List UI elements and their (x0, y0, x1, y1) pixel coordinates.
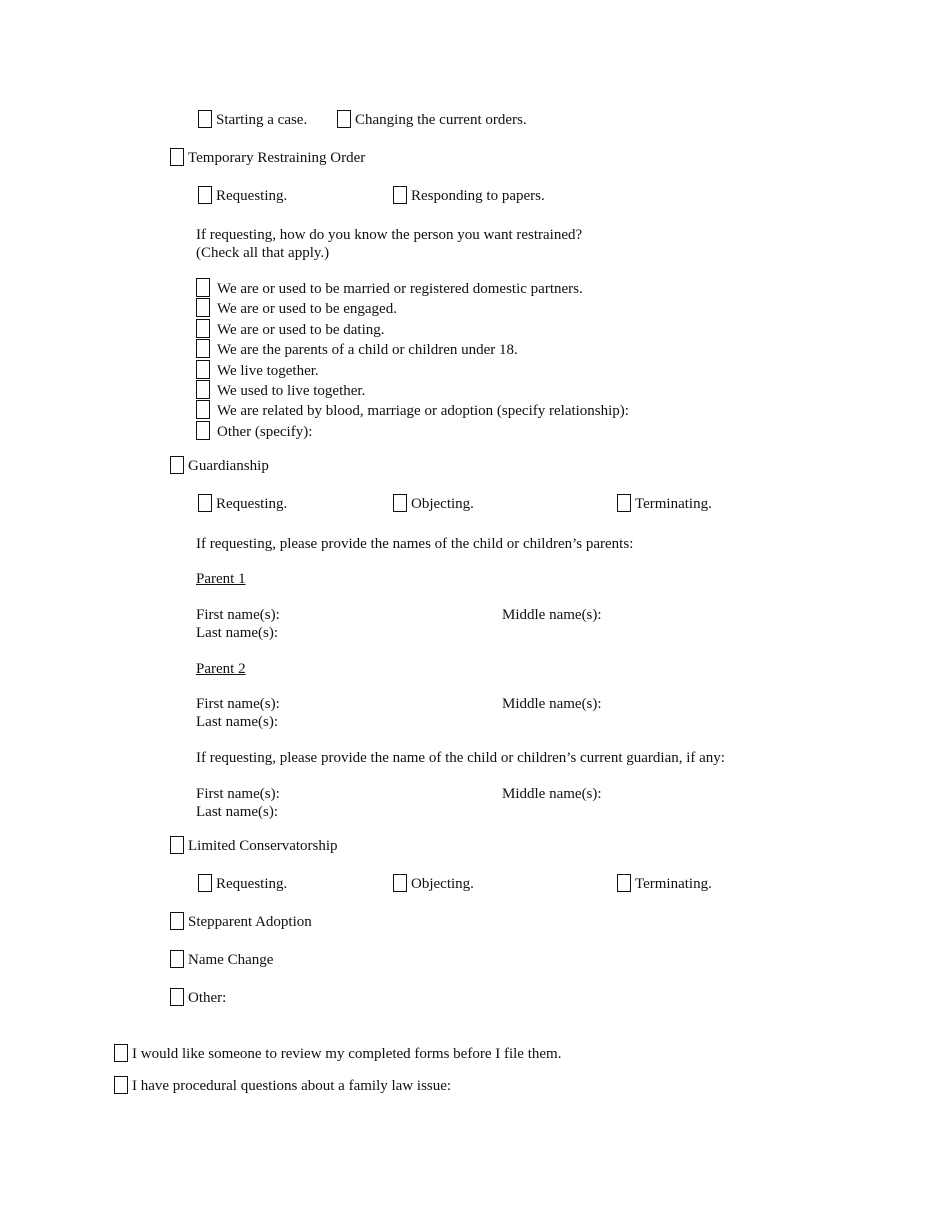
relationship-checkbox[interactable] (196, 298, 210, 317)
parent1-middle-name-label: Middle name(s): (502, 607, 602, 623)
limited-conservatorship-option[interactable] (170, 836, 338, 855)
review-forms-checkbox[interactable] (114, 1044, 128, 1062)
relationship-item[interactable] (196, 298, 629, 318)
parent1-heading: Parent 1 (196, 571, 246, 587)
stepparent-adoption-label: Stepparent Adoption (188, 914, 312, 930)
guardianship-terminating-checkbox[interactable] (617, 494, 631, 512)
conservatorship-terminating-option[interactable] (617, 874, 712, 893)
guardianship-checkbox[interactable] (170, 456, 184, 474)
conservatorship-terminating-checkbox[interactable] (617, 874, 631, 892)
relationship-label: We used to live together. (217, 382, 366, 399)
relationship-item[interactable] (196, 400, 629, 420)
relationship-item[interactable] (196, 380, 629, 400)
other-checkbox[interactable] (170, 988, 184, 1006)
guardianship-objecting-checkbox[interactable] (393, 494, 407, 512)
guardian-prompt: If requesting, please provide the name of the child or children’s current guardian, if any: (196, 750, 725, 766)
procedural-questions-label: I have procedural questions about a family law issue: (132, 1078, 452, 1094)
tro-question-line1: If requesting, how do you know the person you want restrained? (196, 227, 583, 243)
relationship-item[interactable] (196, 339, 629, 359)
relationship-label: We are or used to be married or registered domestic partners. (217, 281, 583, 297)
changing-orders-label: Changing the current orders. (355, 112, 527, 128)
guardian-middle-name-label: Middle name(s): (502, 786, 602, 802)
starting-case-label: Starting a case. (216, 112, 308, 128)
tro-checkbox[interactable] (170, 148, 184, 166)
review-forms-label: I would like someone to review my completed forms before I file them. (132, 1046, 562, 1062)
changing-orders-option[interactable] (337, 110, 527, 129)
limited-conservatorship-label: Limited Conservatorship (188, 838, 338, 854)
relationship-label: We are or used to be engaged. (217, 301, 397, 318)
tro-label: Temporary Restraining Order (188, 150, 366, 166)
starting-case-checkbox[interactable] (198, 110, 212, 128)
name-change-option[interactable] (170, 950, 273, 969)
parent1-last-name-label: Last name(s): (196, 625, 279, 641)
stepparent-adoption-checkbox[interactable] (170, 912, 184, 930)
tro-requesting-checkbox[interactable] (198, 186, 212, 204)
relationship-checkbox[interactable] (196, 339, 210, 358)
guardianship-objecting-option[interactable] (393, 494, 474, 513)
limited-conservatorship-checkbox[interactable] (170, 836, 184, 854)
procedural-questions-checkbox[interactable] (114, 1076, 128, 1094)
conservatorship-objecting-label: Objecting. (411, 876, 474, 892)
tro-responding-checkbox[interactable] (393, 186, 407, 204)
name-change-label: Name Change (188, 952, 274, 968)
parent2-heading: Parent 2 (196, 661, 246, 677)
parents-prompt: If requesting, please provide the names of the child or children’s parents: (196, 536, 634, 552)
relationship-label: We are related by blood, marriage or adoption (specify relationship): (217, 403, 629, 420)
relationship-checkbox[interactable] (196, 360, 210, 379)
conservatorship-requesting-checkbox[interactable] (198, 874, 212, 892)
guardianship-terminating-option[interactable] (617, 494, 712, 513)
other-option[interactable] (170, 988, 226, 1007)
conservatorship-terminating-label: Terminating. (635, 876, 712, 892)
tro-option[interactable] (170, 148, 365, 167)
relationship-checkbox[interactable] (196, 421, 210, 440)
guardianship-objecting-label: Objecting. (411, 496, 474, 512)
tro-question-line2: (Check all that apply.) (196, 245, 330, 261)
relationship-checkbox[interactable] (196, 400, 210, 419)
relationship-label: We live together. (217, 362, 319, 379)
relationship-item[interactable] (196, 278, 629, 298)
parent2-first-name-label: First name(s): (196, 696, 280, 712)
guardianship-terminating-label: Terminating. (635, 496, 712, 512)
parent1-first-name-label: First name(s): (196, 607, 280, 623)
conservatorship-objecting-option[interactable] (393, 874, 474, 893)
tro-responding-label: Responding to papers. (411, 188, 545, 204)
relationship-checkbox[interactable] (196, 319, 210, 338)
guardianship-option[interactable] (170, 456, 269, 475)
guardianship-requesting-label: Requesting. (216, 496, 288, 512)
relationship-label: We are the parents of a child or children under 18. (217, 342, 518, 359)
tro-requesting-label: Requesting. (216, 188, 288, 204)
guardian-first-name-label: First name(s): (196, 786, 280, 802)
starting-case-option[interactable] (198, 110, 307, 129)
parent2-last-name-label: Last name(s): (196, 714, 279, 730)
tro-requesting-option[interactable] (198, 186, 287, 205)
tro-responding-option[interactable] (393, 186, 545, 205)
procedural-questions-option[interactable] (114, 1076, 451, 1095)
relationship-item[interactable] (196, 421, 629, 441)
relationship-label: We are or used to be dating. (217, 321, 385, 338)
guardian-last-name-label: Last name(s): (196, 804, 279, 820)
changing-orders-checkbox[interactable] (337, 110, 351, 128)
conservatorship-objecting-checkbox[interactable] (393, 874, 407, 892)
guardianship-requesting-option[interactable] (198, 494, 287, 513)
relationship-item[interactable] (196, 360, 629, 380)
parent2-middle-name-label: Middle name(s): (502, 696, 602, 712)
conservatorship-requesting-option[interactable] (198, 874, 287, 893)
relationship-checkbox[interactable] (196, 278, 210, 297)
tro-relationship-list (196, 278, 629, 441)
relationship-item[interactable] (196, 319, 629, 339)
review-forms-option[interactable] (114, 1044, 561, 1063)
stepparent-adoption-option[interactable] (170, 912, 312, 931)
relationship-label: Other (specify): (217, 423, 313, 440)
name-change-checkbox[interactable] (170, 950, 184, 968)
guardianship-requesting-checkbox[interactable] (198, 494, 212, 512)
other-label: Other: (188, 990, 227, 1006)
guardianship-label: Guardianship (188, 458, 269, 474)
conservatorship-requesting-label: Requesting. (216, 876, 288, 892)
relationship-checkbox[interactable] (196, 380, 210, 399)
